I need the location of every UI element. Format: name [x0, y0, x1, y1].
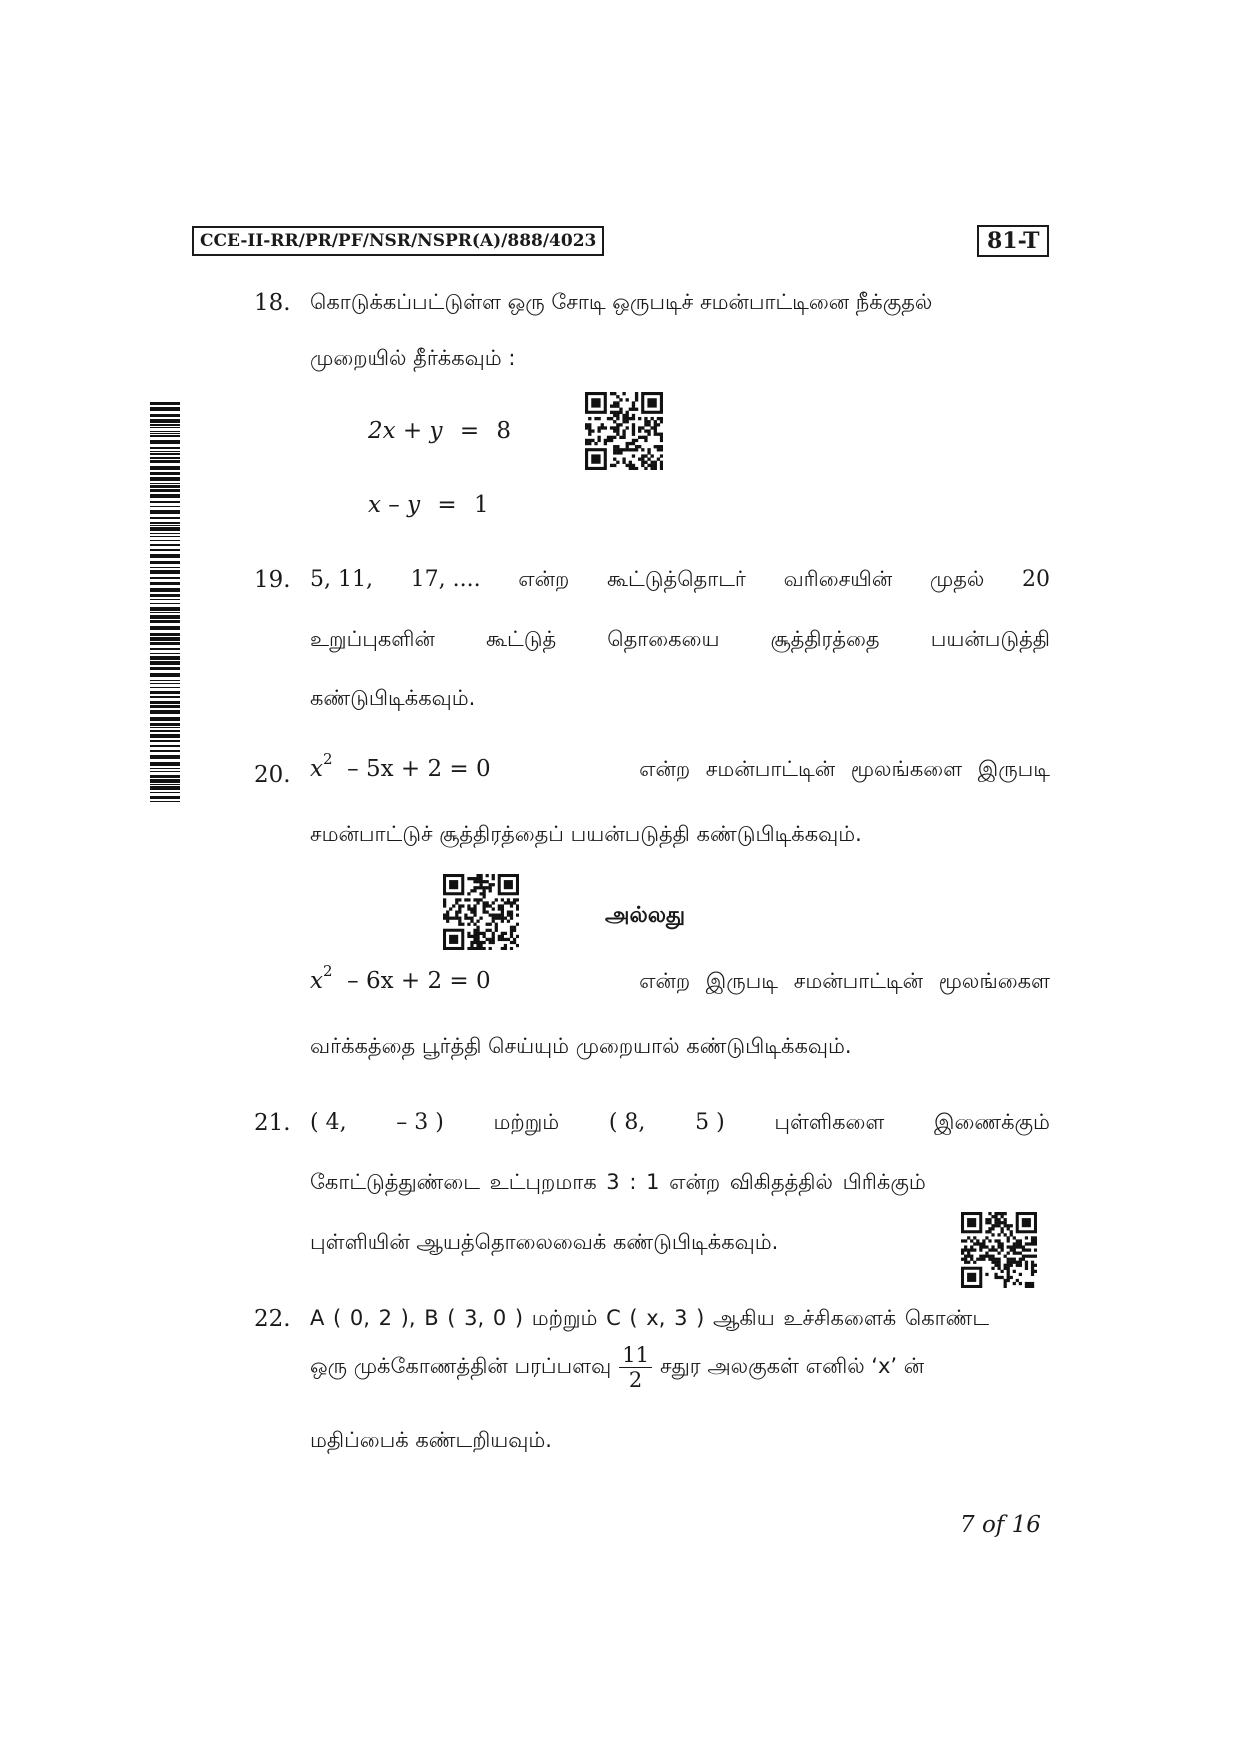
question-19-line-1: [310, 567, 1050, 594]
q20-alt-line-1-text: என்ற இருபடி சமன்பாட்டின் மூலங்கைள: [639, 969, 1050, 993]
question-21-line-1: [310, 1110, 1050, 1137]
question-21-line-3: புள்ளியின் ஆயத்தொலைவைக் கண்டுபிடிக்கவும்.: [310, 1230, 779, 1254]
question-19-line-3: கண்டுபிடிக்கவும்.: [310, 686, 476, 710]
q21-word: மற்றும்: [493, 1110, 560, 1134]
q19-word: தொகையை: [607, 627, 720, 651]
q21-word: 5 ): [695, 1110, 725, 1135]
q19-word: 17, ....: [410, 567, 481, 592]
q22-line-2-b: சதுர அலகுகள் எனில் ‘x’ ன்: [659, 1354, 925, 1378]
paper-number: 81-T: [977, 225, 1049, 257]
q19-word: என்ற: [518, 567, 570, 591]
q20-alt-equation: $x^2 - 6x + 2 = 0$: [310, 962, 491, 994]
q22-line-2-a: ஒரு முக்கோணத்தின் பரப்பளவு: [310, 1354, 612, 1378]
or-label: அல்லது: [605, 903, 686, 928]
question-paper-code: CCE-II-RR/PR/PF/NSR/NSPR(A)/888/4023: [192, 226, 604, 256]
question-22-number: 22.: [254, 1306, 291, 1332]
fraction-numerator: 11: [619, 1343, 652, 1368]
q21-word: புள்ளிகளை: [774, 1110, 885, 1134]
q21-word: இணைக்கும்: [934, 1110, 1050, 1134]
q19-word: பயன்படுத்தி: [930, 627, 1050, 651]
question-22-line-3: மதிப்பைக் கண்டறியவும்.: [310, 1428, 552, 1452]
barcode-icon: [150, 402, 180, 802]
question-20-line-1: [310, 750, 1050, 784]
question-22-line-2: [310, 1343, 924, 1392]
q21-word: – 3 ): [396, 1110, 444, 1135]
equation-2: x – y = 1: [368, 492, 489, 518]
question-18-line-1: கொடுக்கப்பட்டுள்ள ஒரு சோடி ஒருபடிச் சமன்பாட்டினை நீக்குதல்: [310, 290, 933, 314]
fraction: [619, 1343, 652, 1392]
equation-1-rhs: 8: [496, 418, 512, 444]
question-21-line-2: கோட்டுத்துண்டை உட்புறமாக 3 : 1 என்ற விகிதத்தில் பிரிக்கும்: [310, 1170, 926, 1194]
q20-equation: $x^2 - 5x + 2 = 0$: [310, 750, 491, 782]
page-number: 7 of 16: [960, 1512, 1041, 1538]
q19-word: 20: [1021, 567, 1050, 592]
q19-word: வரிசையின்: [783, 567, 893, 591]
q19-word: கூட்டுத்தொடர்: [607, 567, 746, 591]
q21-word: ( 8,: [608, 1110, 646, 1135]
question-22-line-1: A ( 0, 2 ), B ( 3, 0 ) மற்றும் C ( x, 3 ) ஆகிய உச்சிகளைக் கொண்ட: [310, 1306, 990, 1330]
q19-word: 5, 11,: [310, 567, 373, 592]
question-20-alt-line-1: [310, 962, 1050, 996]
equation-2-rhs: 1: [474, 492, 489, 518]
equation-1-lhs: 2x + y: [368, 418, 443, 444]
question-20-number: 20.: [254, 762, 291, 788]
q19-word: சூத்திரத்தை: [770, 627, 880, 651]
question-21-number: 21.: [254, 1110, 291, 1136]
question-18-number: 18.: [254, 290, 291, 316]
equation-2-lhs: x – y: [368, 492, 421, 518]
q19-word: கூட்டுத்: [485, 627, 557, 651]
fraction-denominator: 2: [628, 1368, 643, 1392]
q19-word: உறுப்புகளின்: [310, 627, 435, 651]
qr-code-icon: [443, 874, 519, 950]
qr-code-icon: [585, 392, 663, 470]
q20-line-1-text: என்ற சமன்பாட்டின் மூலங்களை இருபடி: [639, 757, 1050, 781]
question-20-alt-line-2: வர்க்கத்தை பூர்த்தி செய்யும் முறையால் கண்டுபிடிக்கவும்.: [310, 1034, 852, 1058]
question-19-line-2: [310, 627, 1050, 654]
question-18-line-2: முறையில் தீர்க்கவும் :: [310, 346, 516, 370]
qr-code-icon: [961, 1212, 1037, 1288]
q19-word: முதல்: [929, 567, 985, 591]
q21-word: ( 4,: [310, 1110, 347, 1135]
question-19-number: 19.: [254, 567, 291, 593]
question-20-line-2: சமன்பாட்டுச் சூத்திரத்தைப் பயன்படுத்தி கண்டுபிடிக்கவும்.: [310, 822, 862, 846]
equation-1: 2x + y = 8: [368, 418, 512, 444]
